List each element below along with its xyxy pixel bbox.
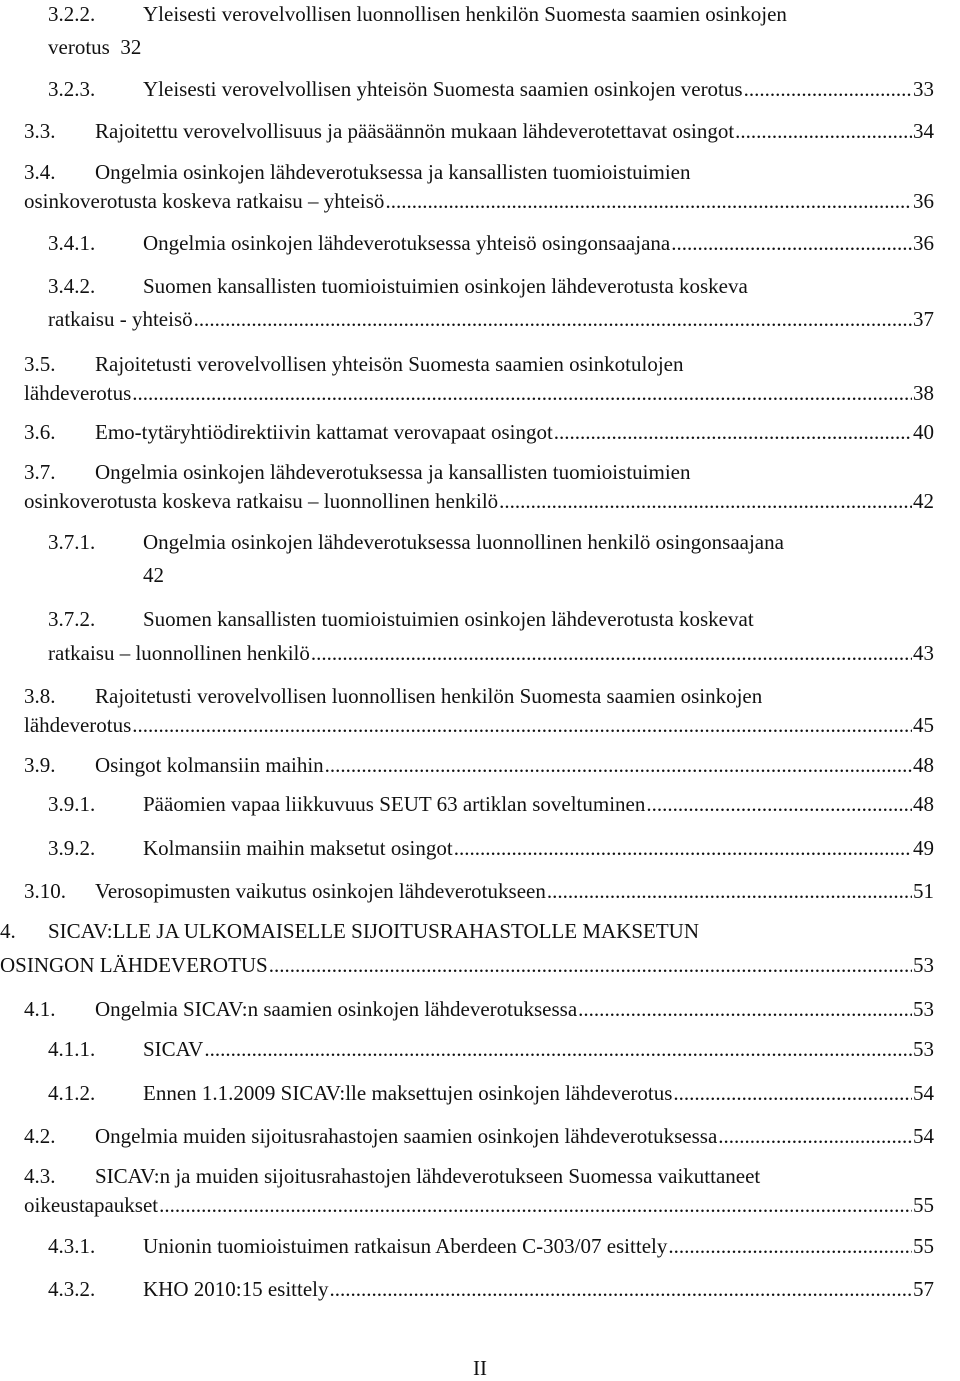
toc-title: Ongelmia muiden sijoitusrahastojen saamien osinkojen lähdeverotuksessa — [95, 1124, 718, 1148]
toc-number: 3.9. — [24, 753, 56, 777]
toc-line — [143, 1079, 934, 1108]
toc-page-number: 53 — [913, 997, 934, 1021]
toc-leader — [329, 1275, 912, 1304]
toc-page-number: 33 — [913, 77, 934, 101]
toc-page-number: 48 — [913, 753, 934, 777]
toc-line — [24, 187, 934, 216]
toc-leader — [159, 1191, 912, 1220]
toc-title-cont: verotus — [48, 35, 110, 59]
toc-page-number: 42 — [143, 563, 164, 587]
toc-page-number: 36 — [913, 189, 934, 213]
toc-number: 4.1. — [24, 997, 56, 1021]
toc-number: 3.4. — [24, 160, 56, 184]
toc-line — [143, 229, 934, 258]
toc-page-number: 45 — [913, 713, 934, 737]
toc-title-cont: osinkoverotusta koskeva ratkaisu – luonnollinen henkilö — [24, 489, 499, 513]
toc-title: SICAV:LLE JA ULKOMAISELLE SIJOITUSRAHASTOLLE MAKSETUN — [48, 919, 700, 943]
toc-line — [48, 639, 934, 668]
toc-line — [48, 305, 934, 334]
toc-title: Ongelmia osinkojen lähdeverotuksessa yhteisö osingonsaajana — [143, 231, 671, 255]
toc-leader — [204, 1035, 912, 1064]
toc-line — [95, 995, 934, 1024]
toc-leader — [671, 229, 912, 258]
toc-number: 3.2.3. — [48, 77, 96, 101]
toc-number: 4.2. — [24, 1124, 56, 1148]
toc-number: 3.5. — [24, 352, 56, 376]
toc-title: Ongelmia osinkojen lähdeverotuksessa ja kansallisten tuomioistuimien — [95, 160, 691, 184]
toc-leader — [735, 117, 912, 146]
toc-page-number: 34 — [913, 119, 934, 143]
toc-title: SICAV — [143, 1037, 204, 1061]
toc-leader — [578, 995, 912, 1024]
toc-line — [95, 418, 934, 447]
toc-number: 3.7. — [24, 460, 56, 484]
toc-title: Emo-tytäryhtiödirektiivin kattamat verovapaat osingot — [95, 420, 553, 444]
toc-page-number: 38 — [913, 381, 934, 405]
toc-leader — [718, 1122, 912, 1151]
toc-page-number: 36 — [913, 231, 934, 255]
toc-title: Rajoitetusti verovelvollisen yhteisön Suomesta saamien osinkotulojen — [95, 352, 684, 376]
toc-number: 3.6. — [24, 420, 56, 444]
toc-title-cont: lähdeverotus — [24, 713, 132, 737]
toc-title: Osingot kolmansiin maihin — [95, 753, 324, 777]
toc-leader — [668, 1232, 912, 1261]
toc-number: 3.3. — [24, 119, 56, 143]
toc-leader — [454, 834, 912, 863]
toc-line — [24, 379, 934, 408]
toc-title: Suomen kansallisten tuomioistuimien osinkojen lähdeverotusta koskevat — [143, 607, 754, 631]
toc-title: KHO 2010:15 esittely — [143, 1277, 329, 1301]
toc-page-number: 54 — [913, 1081, 934, 1105]
toc-title: SICAV:n ja muiden sijoitusrahastojen lähdeverotukseen Suomessa vaikuttaneet — [95, 1164, 761, 1188]
toc-page-number: 40 — [913, 420, 934, 444]
toc-title-cont: oikeustapaukset — [24, 1193, 159, 1217]
toc-page-number: 32 — [120, 35, 142, 59]
toc-number: 3.4.1. — [48, 231, 96, 255]
toc-number: 4.3.2. — [48, 1277, 96, 1301]
toc-leader — [646, 790, 912, 819]
toc-line — [143, 1275, 934, 1304]
toc-title: Yleisesti verovelvollisen yhteisön Suomesta saamien osinkojen verotus — [143, 77, 743, 101]
toc-leader — [325, 751, 912, 780]
toc-title-cont: ratkaisu - yhteisö — [48, 307, 193, 331]
toc-leader — [554, 418, 912, 447]
toc-title: Ennen 1.1.2009 SICAV:lle maksettujen osinkojen lähdeverotus — [143, 1081, 673, 1105]
toc-line — [95, 158, 934, 187]
toc-page-number: 53 — [913, 1037, 934, 1061]
toc-number: 3.9.1. — [48, 792, 96, 816]
toc-page-number: 55 — [913, 1234, 934, 1258]
toc-leader — [673, 1079, 912, 1108]
toc-page-number: 49 — [913, 836, 934, 860]
toc-page-number: 55 — [913, 1193, 934, 1217]
toc-title: Rajoitettu verovelvollisuus ja pääsäännön mukaan lähdeverotettavat osingot — [95, 119, 735, 143]
toc-number: 3.7.2. — [48, 607, 96, 631]
toc-number: 4.3.1. — [48, 1234, 96, 1258]
toc-leader — [385, 187, 912, 216]
toc-line — [95, 877, 934, 906]
toc-title: Unionin tuomioistuimen ratkaisun Aberdeen C-303/07 esittely — [143, 1234, 668, 1258]
toc-number: 4.1.1. — [48, 1037, 96, 1061]
toc-page-number: 48 — [913, 792, 934, 816]
toc-line — [143, 1232, 934, 1261]
toc-title-cont: ratkaisu – luonnollinen henkilö — [48, 641, 310, 665]
toc-page-number: 53 — [913, 953, 934, 977]
toc-number: 3.9.2. — [48, 836, 96, 860]
toc-line — [95, 682, 934, 711]
toc-title-cont: osinkoverotusta koskeva ratkaisu – yhteisö — [24, 189, 385, 213]
toc-title: Pääomien vapaa liikkuvuus SEUT 63 artiklan soveltuminen — [143, 792, 646, 816]
toc-line — [143, 561, 164, 590]
toc-title: Kolmansiin maihin maksetut osingot — [143, 836, 453, 860]
toc-title: Suomen kansallisten tuomioistuimien osinkojen lähdeverotusta koskeva — [143, 274, 748, 298]
toc-leader — [132, 711, 912, 740]
toc-page-number: 54 — [913, 1124, 934, 1148]
toc-page-number: 43 — [913, 641, 934, 665]
toc-line — [143, 790, 934, 819]
toc-page-number: 42 — [913, 489, 934, 513]
toc-title-cont: OSINGON LÄHDEVEROTUS — [0, 953, 268, 977]
toc-leader — [744, 75, 912, 104]
toc-leader — [547, 877, 912, 906]
toc-title: Ongelmia osinkojen lähdeverotuksessa luonnollinen henkilö osingonsaajana — [143, 530, 784, 554]
toc-number: 4.1.2. — [48, 1081, 96, 1105]
toc-line — [143, 1035, 934, 1064]
toc-line — [95, 751, 934, 780]
toc-line — [48, 917, 934, 946]
toc-line — [143, 75, 934, 104]
toc-line — [95, 1122, 934, 1151]
toc-line — [48, 33, 141, 62]
toc-number: 3.8. — [24, 684, 56, 708]
toc-number: 3.4.2. — [48, 274, 96, 298]
toc-leader — [311, 639, 912, 668]
toc-leader — [194, 305, 912, 334]
toc-line — [143, 0, 934, 29]
toc-line — [143, 605, 934, 634]
toc-title: Ongelmia osinkojen lähdeverotuksessa ja kansallisten tuomioistuimien — [95, 460, 691, 484]
toc-number: 3.2.2. — [48, 2, 96, 26]
toc-title: Rajoitetusti verovelvollisen luonnollisen henkilön Suomesta saamien osinkojen — [95, 684, 763, 708]
toc-title: Verosopimusten vaikutus osinkojen lähdeverotukseen — [95, 879, 546, 903]
toc-line — [0, 951, 934, 980]
toc-line — [24, 1191, 934, 1220]
toc-page-number: 51 — [913, 879, 934, 903]
toc-line — [95, 350, 934, 379]
toc-title-cont: lähdeverotus — [24, 381, 132, 405]
page-number-footer: II — [473, 1356, 487, 1380]
toc-page-number: 37 — [913, 307, 934, 331]
toc-leader — [499, 487, 912, 516]
toc-line — [24, 711, 934, 740]
toc-line — [143, 528, 934, 557]
toc-leader — [269, 951, 912, 980]
toc-line — [24, 487, 934, 516]
toc-title: Ongelmia SICAV:n saamien osinkojen lähdeverotuksessa — [95, 997, 578, 1021]
toc-line — [143, 834, 934, 863]
toc-number: 4.3. — [24, 1164, 56, 1188]
toc-line — [95, 117, 934, 146]
toc-page-number: 57 — [913, 1277, 934, 1301]
toc-title: Yleisesti verovelvollisen luonnollisen henkilön Suomesta saamien osinkojen — [143, 2, 787, 26]
toc-line — [95, 458, 934, 487]
toc-number: 3.7.1. — [48, 530, 96, 554]
toc-number: 3.10. — [24, 879, 66, 903]
toc-number: 4. — [0, 919, 16, 943]
toc-line — [143, 272, 934, 301]
toc-line — [95, 1162, 934, 1191]
toc-leader — [132, 379, 912, 408]
